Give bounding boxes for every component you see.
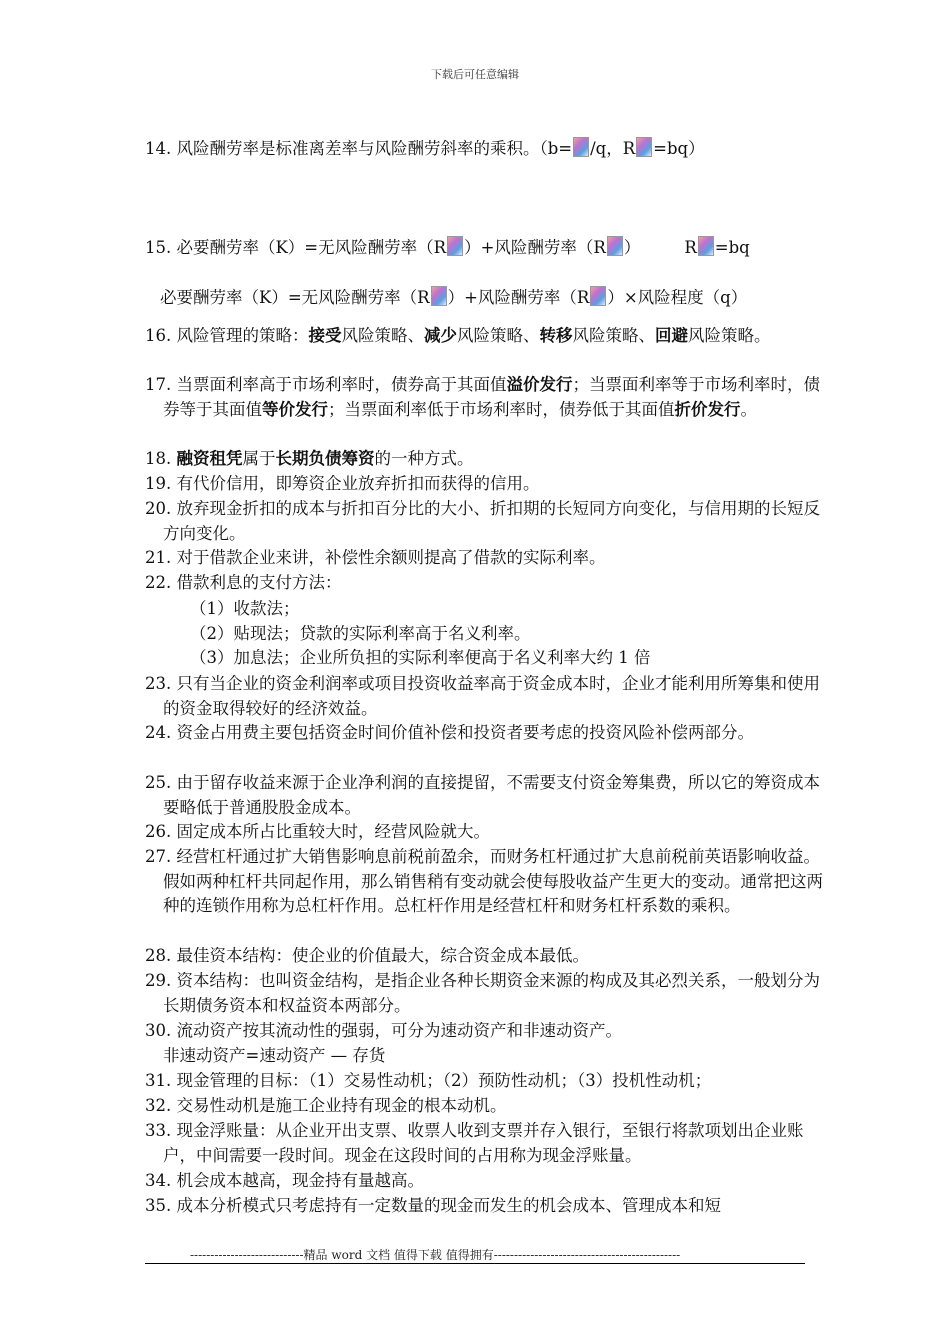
item-29: 29. 资本结构：也叫资金结构，是指企业各种长期资金来源的构成及其必烈关系，一般划分为长期债务资本和权益资本两部分。 [145, 971, 820, 1015]
formula-image-icon [590, 286, 606, 306]
item-25: 25. 由于留存收益来源于企业净利润的直接提留，不需要支付资金筹集费，所以它的筹资成本要略低于普通股股金成本。 [145, 773, 820, 817]
item-22-sub-1: （1）收款法； [190, 599, 300, 618]
item-15-formula-2: 必要酬劳率（K）=无风险酬劳率（R ）+风险酬劳率（R ）×风险程度（q） [160, 288, 748, 307]
page-footer: ----------------------------精品 word 文档 值得下载 值得拥有---------------------------------------------- [190, 1248, 681, 1262]
item-16: 16. 风险管理的策略：接受风险策略、减少风险策略、转移风险策略、回避风险策略。 [145, 326, 771, 345]
formula-image-icon [607, 236, 623, 256]
formula-image-icon [447, 236, 463, 256]
item-27: 27. 经营杠杆通过扩大销售影响息前税前盈余，而财务杠杆通过扩大息前税前英语影响收益。假如两种杠杆共同起作用，那么销售稍有变动就会使每股收益产生更大的变动。通常把这两种的连锁作用称为总杠杆作用。总杠杆作用是经营杠杆和财务杠杆系数的乘积。 [145, 847, 823, 916]
formula-image-icon [573, 137, 589, 157]
item-17: 17. 当票面利率高于市场利率时，债券高于其面值溢价发行；当票面利率等于市场利率时，债券等于其面值等价发行；当票面利率低于市场利率时，债券低于其面值折价发行。 [145, 375, 820, 419]
item-24: 24. 资金占用费主要包括资金时间价值补偿和投资者要考虑的投资风险补偿两部分。 [145, 723, 754, 742]
item-30-formula: 非速动资产=速动资产 — 存货 [163, 1046, 386, 1065]
item-35: 35. 成本分析模式只考虑持有一定数量的现金而发生的机会成本、管理成本和短 [145, 1196, 721, 1215]
item-34: 34. 机会成本越高，现金持有量越高。 [145, 1171, 424, 1190]
item-20: 20. 放弃现金折扣的成本与折扣百分比的大小、折扣期的长短同方向变化，与信用期的长短反方向变化。 [145, 499, 820, 543]
formula-image-icon [698, 236, 714, 256]
item-32: 32. 交易性动机是施工企业持有现金的根本动机。 [145, 1096, 507, 1115]
formula-image-icon [636, 137, 652, 157]
item-21: 21. 对于借款企业来讲，补偿性余额则提高了借款的实际利率。 [145, 548, 606, 567]
item-18: 18. 融资租凭属于长期负债筹资的一种方式。 [145, 449, 474, 468]
item-15: 15. 必要酬劳率（K）=无风险酬劳率（R ）+风险酬劳率（R ） R =bq [145, 238, 750, 257]
formula-image-icon [431, 286, 447, 306]
item-14: 14. 风险酬劳率是标准离差率与风险酬劳斜率的乘积。（b= /q，R =bq） [145, 139, 705, 158]
page-header: 下载后可任意编辑 [431, 68, 519, 81]
item-26: 26. 固定成本所占比重较大时，经营风险就大。 [145, 822, 490, 841]
item-28: 28. 最佳资本结构：使企业的价值最大，综合资金成本最低。 [145, 946, 589, 965]
item-22: 22. 借款利息的支付方法： [145, 573, 342, 592]
footer-rule [145, 1263, 805, 1264]
item-33: 33. 现金浮账量：从企业开出支票、收票人收到支票并存入银行，至银行将款项划出企业账户，中间需要一段时间。现金在这段时间的占用称为现金浮账量。 [145, 1121, 804, 1165]
item-19: 19. 有代价信用，即筹资企业放弃折扣而获得的信用。 [145, 474, 540, 493]
item-23: 23. 只有当企业的资金利润率或项目投资收益率高于资金成本时，企业才能利用所筹集和使用的资金取得较好的经济效益。 [145, 674, 820, 718]
item-22-sub-3: （3）加息法；企业所负担的实际利率便高于名义利率大约 1 倍 [190, 648, 651, 667]
item-30: 30. 流动资产按其流动性的强弱，可分为速动资产和非速动资产。 [145, 1021, 622, 1040]
item-31: 31. 现金管理的目标：（1）交易性动机；（2）预防性动机；（3）投机性动机； [145, 1071, 712, 1090]
item-22-sub-2: （2）贴现法；贷款的实际利率高于名义利率。 [190, 624, 531, 643]
